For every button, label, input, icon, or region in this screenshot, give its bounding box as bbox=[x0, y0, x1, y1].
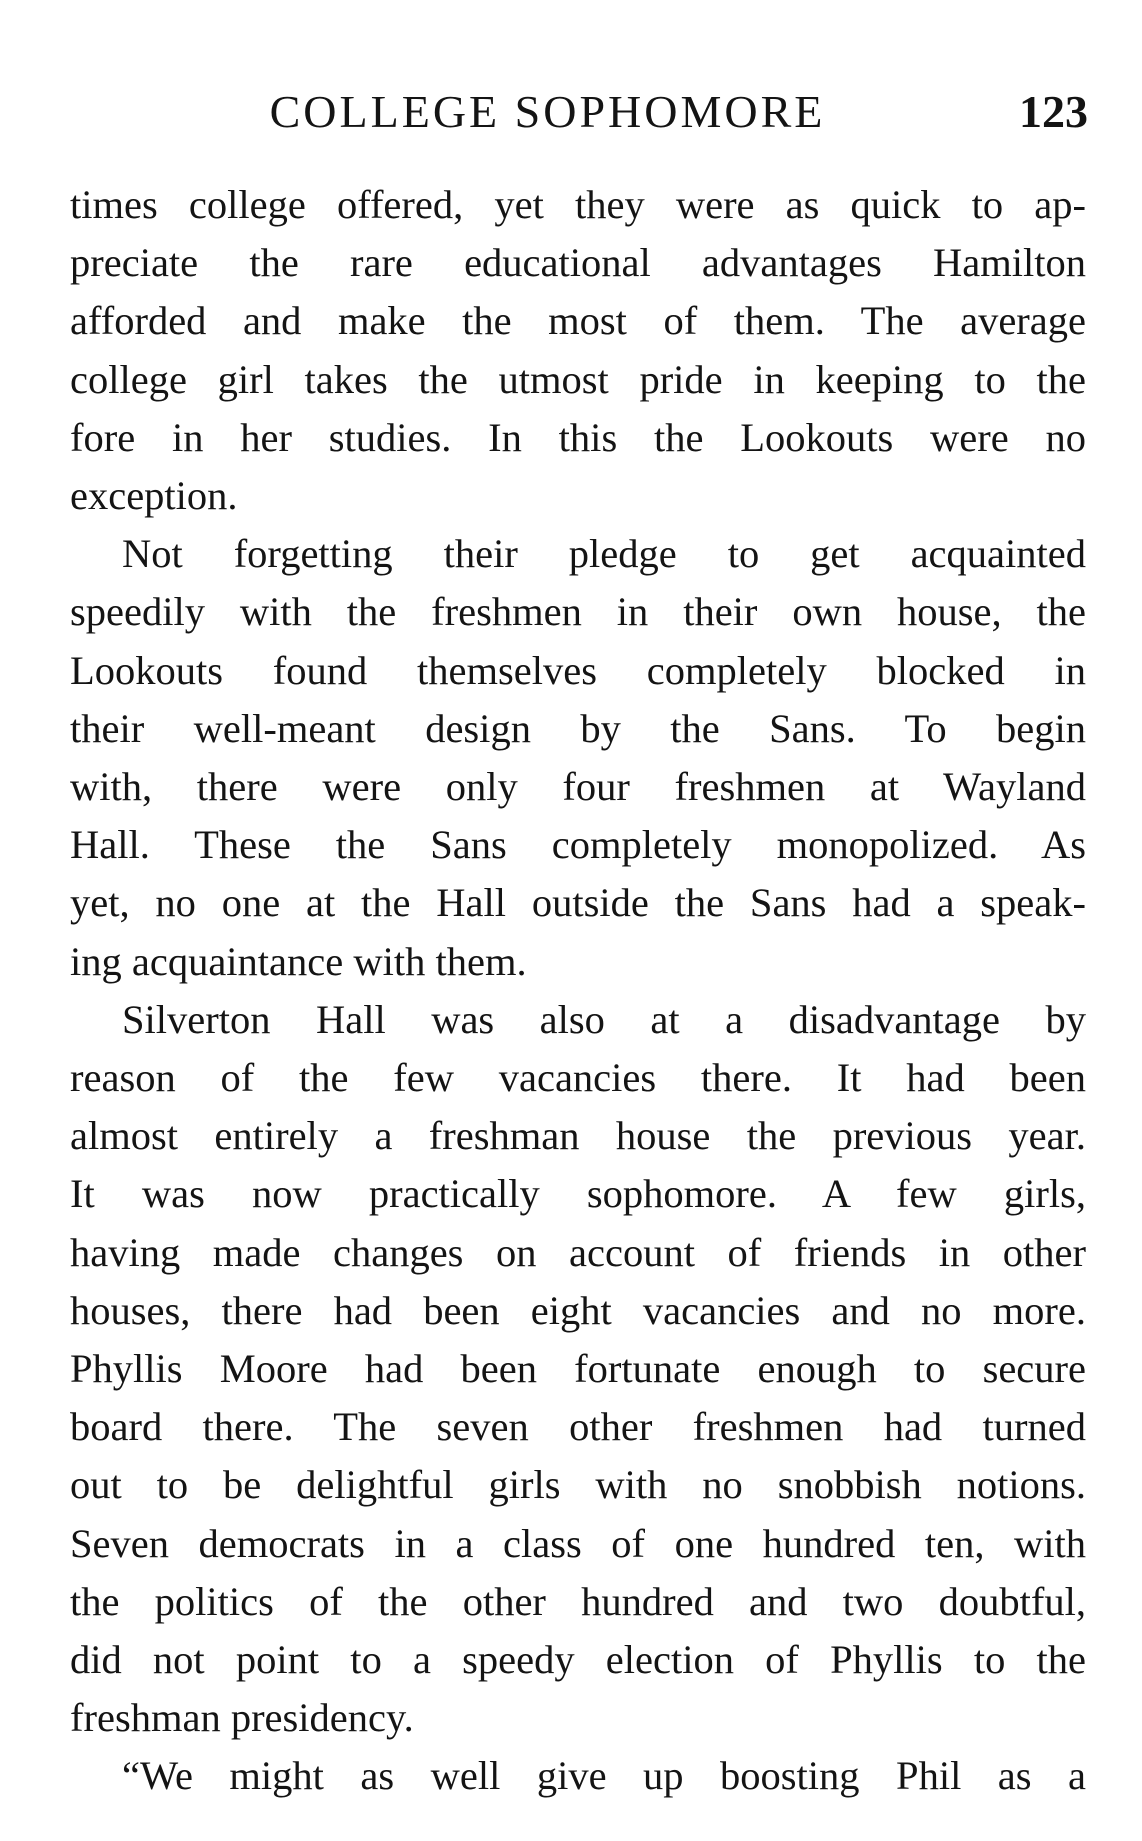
text-line: preciate the rare educational advantages Hamilton bbox=[70, 240, 1086, 286]
text-line: yet, no one at the Hall outside the Sans had a speak- bbox=[70, 880, 1086, 926]
text-line: having made changes on account of friends in other bbox=[70, 1229, 1086, 1275]
text-line: Phyllis Moore had been fortunate enough to secure bbox=[70, 1346, 1086, 1392]
text-line: fore in her studies. In this the Lookouts were no bbox=[70, 414, 1086, 460]
text-line: the politics of the other hundred and two doubtful, bbox=[70, 1578, 1086, 1624]
text-line: out to be delightful girls with no snobbish notions. bbox=[70, 1462, 1086, 1508]
text-line: times college offered, yet they were as quick to ap- bbox=[70, 182, 1086, 227]
paragraph-2 bbox=[70, 525, 1086, 991]
text-line: “We might as well give up boosting Phil as a bbox=[122, 1753, 1086, 1799]
paragraph-3 bbox=[70, 991, 1086, 1748]
body-text bbox=[70, 176, 1086, 1806]
text-line: Lookouts found themselves completely blocked in bbox=[70, 647, 1086, 693]
text-line: did not point to a speedy election of Phyllis to the bbox=[70, 1637, 1086, 1683]
text-line: exception. bbox=[70, 473, 238, 519]
paragraph-1 bbox=[70, 176, 1086, 525]
text-line: with, there were only four freshmen at Wayland bbox=[70, 764, 1086, 810]
text-line: Not forgetting their pledge to get acquainted bbox=[122, 531, 1086, 577]
text-line: houses, there had been eight vacancies and no more. bbox=[70, 1287, 1086, 1333]
text-line: It was now practically sophomore. A few girls, bbox=[70, 1171, 1086, 1217]
running-title: COLLEGE SOPHOMORE bbox=[269, 86, 826, 137]
text-line: speedily with the freshmen in their own house, the bbox=[70, 589, 1086, 635]
text-line: reason of the few vacancies there. It had been bbox=[70, 1055, 1086, 1101]
text-line: almost entirely a freshman house the previous year. bbox=[70, 1113, 1086, 1159]
text-line: freshman presidency. bbox=[70, 1695, 414, 1741]
paragraph-4 bbox=[70, 1747, 1086, 1805]
text-line: college girl takes the utmost pride in keeping to the bbox=[70, 356, 1086, 402]
running-head bbox=[75, 82, 1090, 142]
text-line: afforded and make the most of them. The average bbox=[70, 298, 1086, 344]
text-line: board there. The seven other freshmen had turned bbox=[70, 1404, 1086, 1450]
page-number: 123 bbox=[1019, 86, 1088, 137]
text-line: Seven democrats in a class of one hundred ten, with bbox=[70, 1520, 1086, 1566]
text-line: ing acquaintance with them. bbox=[70, 938, 527, 984]
text-line: Silverton Hall was also at a disadvantage by bbox=[122, 996, 1086, 1042]
text-line: Hall. These the Sans completely monopolized. As bbox=[70, 822, 1086, 868]
text-line: their well-meant design by the Sans. To begin bbox=[70, 705, 1086, 751]
